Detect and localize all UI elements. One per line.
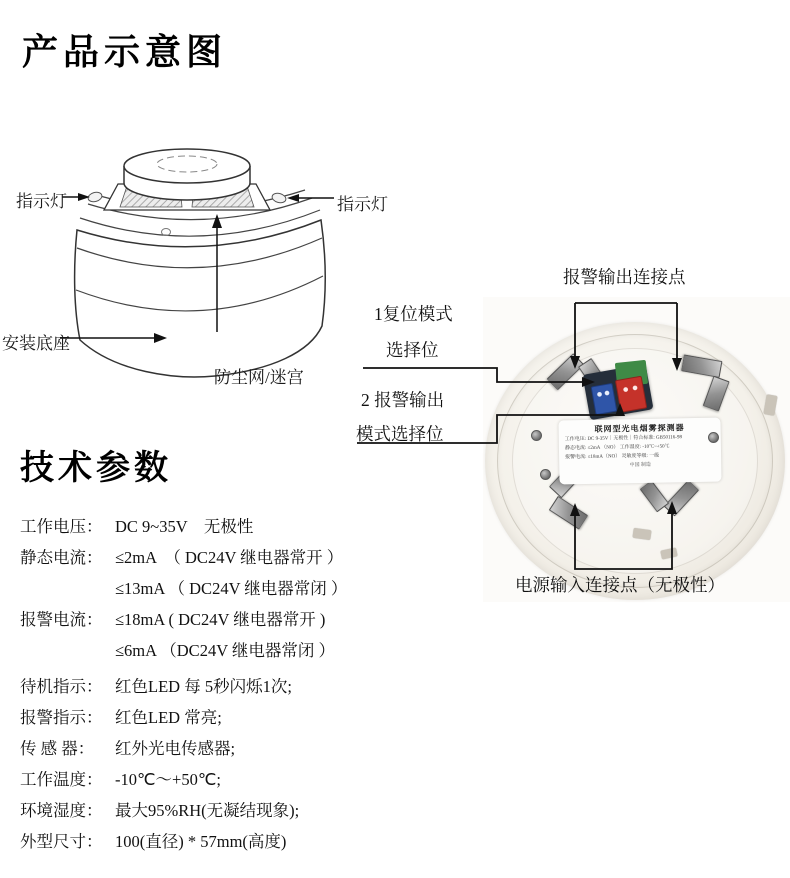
spec-label: 环境湿度：: [20, 800, 103, 820]
spec-row: [20, 602, 440, 633]
spec-label: 报警电流：: [20, 609, 103, 629]
indicator-right-label: 指示灯: [337, 195, 388, 214]
spec-row: [20, 540, 440, 571]
detector-line-drawing: [0, 140, 400, 395]
spec-row: [20, 824, 440, 855]
mounting-base-label: 安装底座: [2, 334, 70, 353]
reset-mode-label-line2: 选择位: [386, 340, 439, 360]
dip-switch-red: [615, 376, 647, 413]
detector-back-photo: [483, 297, 790, 602]
spec-value: 红色LED 常亮;: [115, 707, 222, 727]
reset-mode-label-line1: 1复位模式: [374, 304, 453, 324]
screw: [708, 432, 719, 443]
spec-value: 最大95%RH(无凝结现象);: [115, 800, 300, 820]
spec-row: [20, 669, 440, 700]
alarm-mode-label-line2: 模式选择位: [356, 424, 444, 444]
spec-value: ≤18mA ( DC24V 继电器常开 ): [115, 609, 326, 629]
detector-line-art-svg: [0, 140, 400, 395]
spec-row: [20, 793, 440, 824]
sticker-title: 联网型光电烟雾探测器: [594, 423, 685, 434]
spec-value: 100(直径) * 57mm(高度): [115, 831, 287, 851]
page-title: 产品示意图: [22, 32, 228, 73]
spec-label: 报警指示：: [20, 707, 103, 727]
spec-row: [20, 700, 440, 731]
tech-params-title: 技术参数: [20, 448, 172, 488]
spec-value: ≤13mA （ DC24V 继电器常闭 ）: [115, 578, 348, 598]
spec-row: [20, 509, 440, 540]
product-sticker: [558, 418, 721, 485]
indicator-left-label: 指示灯: [16, 192, 67, 211]
spec-value: ≤2mA （ DC24V 继电器常开 ）: [115, 547, 344, 567]
spec-label: 待机指示：: [20, 676, 103, 696]
spec-label: 传 感 器：: [20, 738, 95, 758]
led-right: [271, 192, 287, 204]
sticker-row: 静态电流: ≤2mA （NO） 工作温度: -10℃~+50℃: [564, 444, 670, 452]
spec-value: -10℃～+50℃;: [115, 769, 221, 789]
alarm-mode-label-line1: 2 报警输出: [361, 390, 445, 410]
sticker-row: 中国 制造: [629, 462, 651, 469]
spec-value: 红外光电传感器;: [115, 738, 236, 758]
alarm-output-label: 报警输出连接点: [563, 267, 686, 287]
screw: [531, 430, 542, 441]
dip-switch-blue: [591, 383, 618, 415]
spec-label: 静态电流：: [20, 547, 103, 567]
dust-mesh-label: 防尘网/迷宫: [214, 368, 304, 387]
spec-row: [20, 571, 440, 602]
screw: [540, 469, 551, 480]
spec-value: 红色LED 每 5秒闪烁1次;: [115, 676, 292, 696]
spec-row: [20, 633, 440, 664]
body-dot: [162, 229, 171, 236]
spec-value: ≤6mA （DC24V 继电器常闭 ）: [115, 640, 336, 660]
tech-params-list: [20, 509, 440, 855]
indicator-right-arrow: [287, 194, 334, 202]
sticker-row: 报警电流: ≤18mA（NO） 灵敏度等级: 一级: [565, 453, 660, 461]
spec-label: 工作温度：: [20, 769, 103, 789]
spec-row: [20, 762, 440, 793]
detector-body-outline: [75, 220, 326, 377]
spec-row: [20, 731, 440, 762]
sticker-row: 工作电压: DC 9-35V｜无极性｜符合标准: GB50116-98: [564, 435, 683, 443]
cap-top: [124, 149, 250, 183]
spec-label: 外型尺寸：: [20, 831, 103, 851]
power-input-label: 电源输入连接点（无极性）: [515, 575, 725, 595]
spec-label: 工作电压：: [20, 516, 103, 536]
spec-value: DC 9~35V 无极性: [115, 516, 254, 536]
